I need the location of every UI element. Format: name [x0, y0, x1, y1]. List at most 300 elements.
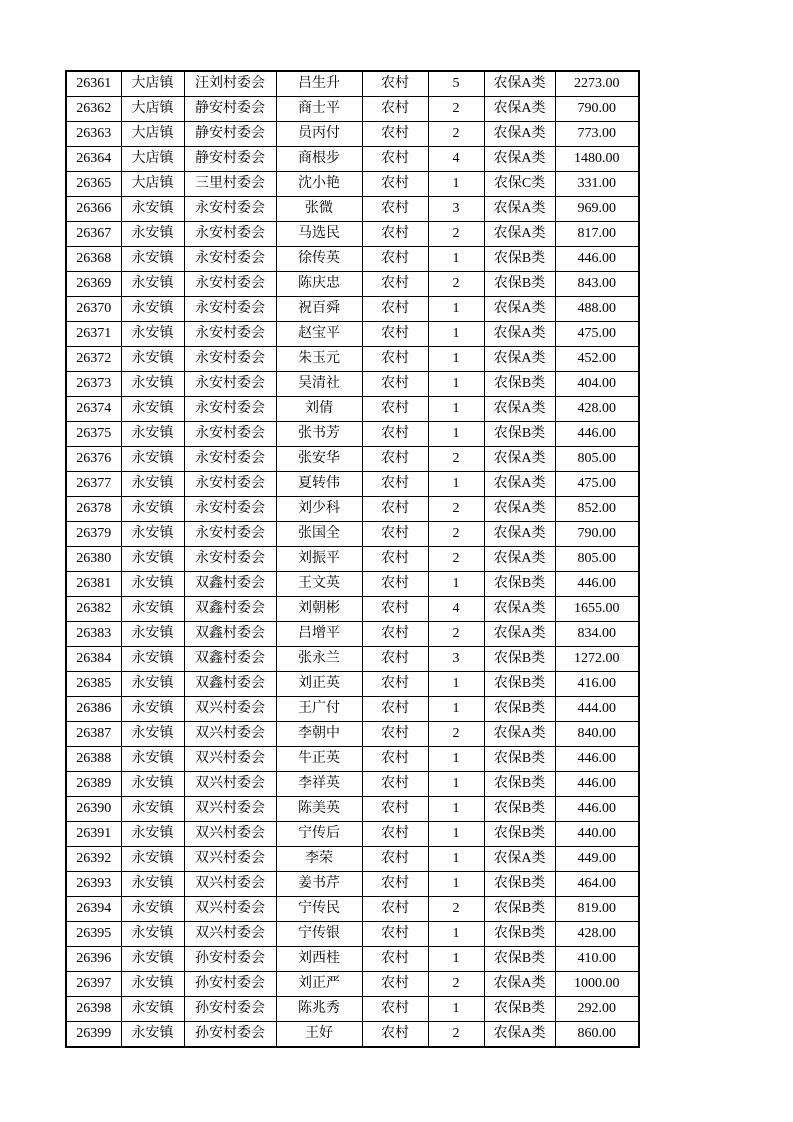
table-row: [66, 1022, 639, 1048]
cell-record-id: 26366: [66, 197, 121, 222]
cell-insurance-category: 农保A类: [484, 397, 555, 422]
cell-amount: 840.00: [555, 722, 639, 747]
cell-village-committee: 静安村委会: [184, 147, 276, 172]
table-row: [66, 947, 639, 972]
table-row: [66, 822, 639, 847]
cell-residence-type: 农村: [362, 71, 428, 97]
cell-village-committee: 汪刘村委会: [184, 71, 276, 97]
cell-amount: 444.00: [555, 697, 639, 722]
table-row: [66, 697, 639, 722]
cell-town: 永安镇: [121, 397, 184, 422]
cell-insurance-category: 农保B类: [484, 697, 555, 722]
cell-person-name: 李朝中: [276, 722, 362, 747]
cell-town: 永安镇: [121, 772, 184, 797]
table-row: [66, 71, 639, 97]
cell-residence-type: 农村: [362, 272, 428, 297]
cell-residence-type: 农村: [362, 772, 428, 797]
cell-insurance-category: 农保B类: [484, 422, 555, 447]
table-row: [66, 647, 639, 672]
cell-record-id: 26378: [66, 497, 121, 522]
table-row: [66, 747, 639, 772]
cell-insurance-category: 农保A类: [484, 547, 555, 572]
cell-town: 永安镇: [121, 322, 184, 347]
cell-person-name: 宁传银: [276, 922, 362, 947]
cell-person-count: 2: [428, 972, 484, 997]
cell-town: 永安镇: [121, 922, 184, 947]
table-row: [66, 347, 639, 372]
cell-insurance-category: 农保A类: [484, 847, 555, 872]
cell-town: 永安镇: [121, 697, 184, 722]
cell-amount: 292.00: [555, 997, 639, 1022]
cell-village-committee: 永安村委会: [184, 397, 276, 422]
cell-amount: 2273.00: [555, 71, 639, 97]
cell-village-committee: 永安村委会: [184, 522, 276, 547]
table-row: [66, 147, 639, 172]
table-row: [66, 622, 639, 647]
cell-town: 永安镇: [121, 797, 184, 822]
cell-residence-type: 农村: [362, 397, 428, 422]
cell-amount: 843.00: [555, 272, 639, 297]
cell-person-count: 1: [428, 997, 484, 1022]
cell-record-id: 26388: [66, 747, 121, 772]
cell-residence-type: 农村: [362, 97, 428, 122]
cell-amount: 449.00: [555, 847, 639, 872]
cell-town: 永安镇: [121, 997, 184, 1022]
cell-person-count: 4: [428, 597, 484, 622]
cell-person-count: 2: [428, 497, 484, 522]
cell-amount: 817.00: [555, 222, 639, 247]
cell-residence-type: 农村: [362, 947, 428, 972]
table-row: [66, 897, 639, 922]
cell-residence-type: 农村: [362, 847, 428, 872]
cell-town: 永安镇: [121, 572, 184, 597]
cell-insurance-category: 农保A类: [484, 472, 555, 497]
cell-village-committee: 双鑫村委会: [184, 647, 276, 672]
cell-record-id: 26385: [66, 672, 121, 697]
table-row: [66, 97, 639, 122]
cell-residence-type: 农村: [362, 572, 428, 597]
cell-person-count: 1: [428, 747, 484, 772]
table-row: [66, 372, 639, 397]
cell-record-id: 26396: [66, 947, 121, 972]
cell-amount: 331.00: [555, 172, 639, 197]
cell-person-name: 朱玉元: [276, 347, 362, 372]
cell-person-name: 张书芳: [276, 422, 362, 447]
cell-person-count: 2: [428, 447, 484, 472]
cell-person-name: 吴清社: [276, 372, 362, 397]
cell-amount: 446.00: [555, 747, 639, 772]
cell-town: 永安镇: [121, 947, 184, 972]
cell-record-id: 26368: [66, 247, 121, 272]
cell-village-committee: 双兴村委会: [184, 797, 276, 822]
table-row: [66, 322, 639, 347]
cell-insurance-category: 农保B类: [484, 997, 555, 1022]
cell-village-committee: 双兴村委会: [184, 897, 276, 922]
cell-record-id: 26389: [66, 772, 121, 797]
cell-record-id: 26392: [66, 847, 121, 872]
table-row: [66, 522, 639, 547]
cell-amount: 428.00: [555, 922, 639, 947]
cell-residence-type: 农村: [362, 972, 428, 997]
cell-amount: 1655.00: [555, 597, 639, 622]
cell-person-count: 1: [428, 472, 484, 497]
cell-insurance-category: 农保A类: [484, 347, 555, 372]
cell-residence-type: 农村: [362, 797, 428, 822]
cell-village-committee: 永安村委会: [184, 322, 276, 347]
cell-record-id: 26377: [66, 472, 121, 497]
cell-person-name: 陈庆忠: [276, 272, 362, 297]
cell-insurance-category: 农保A类: [484, 447, 555, 472]
table-row: [66, 922, 639, 947]
cell-village-committee: 孙安村委会: [184, 1022, 276, 1048]
cell-town: 永安镇: [121, 347, 184, 372]
cell-record-id: 26398: [66, 997, 121, 1022]
cell-person-name: 吕增平: [276, 622, 362, 647]
cell-person-count: 1: [428, 822, 484, 847]
cell-record-id: 26391: [66, 822, 121, 847]
cell-person-count: 2: [428, 897, 484, 922]
cell-record-id: 26371: [66, 322, 121, 347]
cell-insurance-category: 农保B类: [484, 822, 555, 847]
cell-record-id: 26361: [66, 71, 121, 97]
table-row: [66, 672, 639, 697]
cell-residence-type: 农村: [362, 647, 428, 672]
table-row: [66, 797, 639, 822]
cell-person-count: 1: [428, 347, 484, 372]
cell-town: 大店镇: [121, 122, 184, 147]
cell-person-name: 张国全: [276, 522, 362, 547]
cell-town: 大店镇: [121, 172, 184, 197]
cell-village-committee: 静安村委会: [184, 97, 276, 122]
cell-amount: 969.00: [555, 197, 639, 222]
cell-village-committee: 永安村委会: [184, 422, 276, 447]
cell-amount: 1272.00: [555, 647, 639, 672]
cell-person-name: 员丙付: [276, 122, 362, 147]
cell-village-committee: 双兴村委会: [184, 822, 276, 847]
table-row: [66, 422, 639, 447]
cell-record-id: 26362: [66, 97, 121, 122]
cell-village-committee: 永安村委会: [184, 222, 276, 247]
cell-insurance-category: 农保B类: [484, 672, 555, 697]
cell-insurance-category: 农保B类: [484, 247, 555, 272]
table-row: [66, 847, 639, 872]
cell-person-count: 1: [428, 572, 484, 597]
cell-town: 永安镇: [121, 872, 184, 897]
cell-record-id: 26397: [66, 972, 121, 997]
cell-town: 大店镇: [121, 97, 184, 122]
cell-person-name: 张安华: [276, 447, 362, 472]
cell-record-id: 26382: [66, 597, 121, 622]
cell-person-name: 王文英: [276, 572, 362, 597]
table-row: [66, 872, 639, 897]
cell-record-id: 26369: [66, 272, 121, 297]
table-row: [66, 297, 639, 322]
cell-amount: 805.00: [555, 547, 639, 572]
cell-amount: 446.00: [555, 797, 639, 822]
cell-village-committee: 双兴村委会: [184, 847, 276, 872]
cell-town: 永安镇: [121, 622, 184, 647]
cell-person-name: 夏转伟: [276, 472, 362, 497]
cell-residence-type: 农村: [362, 447, 428, 472]
cell-town: 大店镇: [121, 147, 184, 172]
cell-person-name: 商根步: [276, 147, 362, 172]
cell-record-id: 26393: [66, 872, 121, 897]
cell-residence-type: 农村: [362, 597, 428, 622]
cell-person-name: 张微: [276, 197, 362, 222]
cell-amount: 819.00: [555, 897, 639, 922]
table-row: [66, 172, 639, 197]
cell-village-committee: 双兴村委会: [184, 922, 276, 947]
cell-person-count: 1: [428, 372, 484, 397]
cell-person-count: 2: [428, 1022, 484, 1048]
cell-person-count: 1: [428, 672, 484, 697]
cell-person-name: 牛正英: [276, 747, 362, 772]
cell-person-count: 2: [428, 547, 484, 572]
cell-amount: 428.00: [555, 397, 639, 422]
cell-town: 永安镇: [121, 847, 184, 872]
cell-village-committee: 永安村委会: [184, 372, 276, 397]
cell-person-count: 1: [428, 947, 484, 972]
cell-insurance-category: 农保B类: [484, 772, 555, 797]
cell-amount: 488.00: [555, 297, 639, 322]
cell-record-id: 26383: [66, 622, 121, 647]
cell-insurance-category: 农保A类: [484, 722, 555, 747]
cell-person-count: 1: [428, 322, 484, 347]
cell-person-name: 宁传民: [276, 897, 362, 922]
cell-person-count: 1: [428, 397, 484, 422]
cell-person-count: 1: [428, 797, 484, 822]
cell-village-committee: 永安村委会: [184, 247, 276, 272]
cell-insurance-category: 农保B类: [484, 947, 555, 972]
cell-record-id: 26379: [66, 522, 121, 547]
cell-village-committee: 永安村委会: [184, 497, 276, 522]
cell-record-id: 26364: [66, 147, 121, 172]
cell-person-name: 商士平: [276, 97, 362, 122]
cell-person-count: 5: [428, 71, 484, 97]
cell-village-committee: 双兴村委会: [184, 722, 276, 747]
cell-residence-type: 农村: [362, 222, 428, 247]
cell-residence-type: 农村: [362, 147, 428, 172]
cell-person-count: 2: [428, 272, 484, 297]
cell-person-count: 2: [428, 622, 484, 647]
cell-residence-type: 农村: [362, 522, 428, 547]
cell-record-id: 26372: [66, 347, 121, 372]
cell-record-id: 26380: [66, 547, 121, 572]
cell-insurance-category: 农保A类: [484, 147, 555, 172]
cell-residence-type: 农村: [362, 422, 428, 447]
cell-village-committee: 永安村委会: [184, 272, 276, 297]
cell-town: 永安镇: [121, 297, 184, 322]
cell-person-name: 陈美英: [276, 797, 362, 822]
cell-person-count: 1: [428, 872, 484, 897]
cell-residence-type: 农村: [362, 697, 428, 722]
cell-town: 大店镇: [121, 71, 184, 97]
cell-residence-type: 农村: [362, 997, 428, 1022]
cell-person-name: 刘正英: [276, 672, 362, 697]
cell-person-count: 1: [428, 297, 484, 322]
cell-person-name: 祝百舜: [276, 297, 362, 322]
cell-town: 永安镇: [121, 272, 184, 297]
cell-village-committee: 永安村委会: [184, 547, 276, 572]
cell-amount: 404.00: [555, 372, 639, 397]
cell-residence-type: 农村: [362, 822, 428, 847]
cell-insurance-category: 农保A类: [484, 122, 555, 147]
cell-residence-type: 农村: [362, 497, 428, 522]
cell-village-committee: 双兴村委会: [184, 772, 276, 797]
cell-village-committee: 双鑫村委会: [184, 672, 276, 697]
cell-residence-type: 农村: [362, 747, 428, 772]
cell-town: 永安镇: [121, 897, 184, 922]
cell-amount: 446.00: [555, 422, 639, 447]
cell-insurance-category: 农保B类: [484, 647, 555, 672]
cell-village-committee: 永安村委会: [184, 197, 276, 222]
cell-record-id: 26394: [66, 897, 121, 922]
cell-town: 永安镇: [121, 597, 184, 622]
table-row: [66, 997, 639, 1022]
cell-village-committee: 双兴村委会: [184, 872, 276, 897]
cell-residence-type: 农村: [362, 622, 428, 647]
cell-insurance-category: 农保A类: [484, 71, 555, 97]
cell-insurance-category: 农保A类: [484, 597, 555, 622]
cell-residence-type: 农村: [362, 722, 428, 747]
cell-insurance-category: 农保A类: [484, 97, 555, 122]
cell-insurance-category: 农保B类: [484, 272, 555, 297]
cell-record-id: 26381: [66, 572, 121, 597]
cell-village-committee: 静安村委会: [184, 122, 276, 147]
cell-person-name: 李荣: [276, 847, 362, 872]
cell-record-id: 26387: [66, 722, 121, 747]
cell-insurance-category: 农保C类: [484, 172, 555, 197]
cell-person-count: 3: [428, 197, 484, 222]
cell-amount: 790.00: [555, 97, 639, 122]
cell-residence-type: 农村: [362, 172, 428, 197]
cell-amount: 410.00: [555, 947, 639, 972]
cell-record-id: 26370: [66, 297, 121, 322]
cell-amount: 416.00: [555, 672, 639, 697]
cell-amount: 475.00: [555, 472, 639, 497]
cell-residence-type: 农村: [362, 347, 428, 372]
cell-residence-type: 农村: [362, 322, 428, 347]
cell-record-id: 26367: [66, 222, 121, 247]
cell-insurance-category: 农保B类: [484, 897, 555, 922]
cell-village-committee: 双鑫村委会: [184, 597, 276, 622]
cell-person-name: 陈兆秀: [276, 997, 362, 1022]
cell-amount: 790.00: [555, 522, 639, 547]
cell-insurance-category: 农保A类: [484, 497, 555, 522]
cell-insurance-category: 农保A类: [484, 972, 555, 997]
table-row: [66, 222, 639, 247]
table-row: [66, 247, 639, 272]
cell-insurance-category: 农保B类: [484, 922, 555, 947]
table-row: [66, 772, 639, 797]
cell-residence-type: 农村: [362, 1022, 428, 1048]
cell-person-count: 1: [428, 922, 484, 947]
cell-residence-type: 农村: [362, 672, 428, 697]
cell-town: 永安镇: [121, 647, 184, 672]
cell-amount: 475.00: [555, 322, 639, 347]
cell-village-committee: 孙安村委会: [184, 972, 276, 997]
cell-person-count: 3: [428, 647, 484, 672]
cell-person-name: 刘倩: [276, 397, 362, 422]
cell-village-committee: 永安村委会: [184, 347, 276, 372]
cell-amount: 446.00: [555, 772, 639, 797]
table-row: [66, 122, 639, 147]
cell-amount: 852.00: [555, 497, 639, 522]
table-row: [66, 472, 639, 497]
cell-person-count: 1: [428, 422, 484, 447]
cell-town: 永安镇: [121, 372, 184, 397]
cell-residence-type: 农村: [362, 122, 428, 147]
cell-person-name: 沈小艳: [276, 172, 362, 197]
cell-person-name: 刘正严: [276, 972, 362, 997]
cell-person-name: 宁传后: [276, 822, 362, 847]
cell-residence-type: 农村: [362, 472, 428, 497]
cell-village-committee: 双兴村委会: [184, 697, 276, 722]
cell-amount: 860.00: [555, 1022, 639, 1048]
cell-person-count: 2: [428, 222, 484, 247]
cell-village-committee: 永安村委会: [184, 297, 276, 322]
cell-amount: 834.00: [555, 622, 639, 647]
cell-amount: 446.00: [555, 247, 639, 272]
cell-amount: 464.00: [555, 872, 639, 897]
cell-person-count: 1: [428, 247, 484, 272]
cell-amount: 1480.00: [555, 147, 639, 172]
cell-record-id: 26386: [66, 697, 121, 722]
cell-person-name: 姜书芹: [276, 872, 362, 897]
insurance-records-table: [65, 70, 640, 1048]
cell-record-id: 26390: [66, 797, 121, 822]
cell-insurance-category: 农保A类: [484, 322, 555, 347]
cell-person-name: 赵宝平: [276, 322, 362, 347]
cell-insurance-category: 农保A类: [484, 522, 555, 547]
cell-person-count: 2: [428, 97, 484, 122]
cell-town: 永安镇: [121, 822, 184, 847]
cell-amount: 452.00: [555, 347, 639, 372]
cell-town: 永安镇: [121, 247, 184, 272]
cell-person-count: 2: [428, 722, 484, 747]
cell-record-id: 26384: [66, 647, 121, 672]
table-row: [66, 447, 639, 472]
cell-person-count: 2: [428, 522, 484, 547]
cell-record-id: 26399: [66, 1022, 121, 1048]
table-row: [66, 497, 639, 522]
cell-insurance-category: 农保B类: [484, 747, 555, 772]
cell-town: 永安镇: [121, 497, 184, 522]
cell-residence-type: 农村: [362, 872, 428, 897]
cell-insurance-category: 农保A类: [484, 622, 555, 647]
cell-insurance-category: 农保B类: [484, 572, 555, 597]
cell-town: 永安镇: [121, 197, 184, 222]
cell-residence-type: 农村: [362, 297, 428, 322]
cell-town: 永安镇: [121, 422, 184, 447]
cell-person-name: 张永兰: [276, 647, 362, 672]
cell-amount: 1000.00: [555, 972, 639, 997]
cell-residence-type: 农村: [362, 197, 428, 222]
cell-amount: 446.00: [555, 572, 639, 597]
cell-village-committee: 孙安村委会: [184, 997, 276, 1022]
table-row: [66, 547, 639, 572]
cell-insurance-category: 农保B类: [484, 872, 555, 897]
cell-person-name: 王广付: [276, 697, 362, 722]
cell-person-name: 王好: [276, 1022, 362, 1048]
cell-town: 永安镇: [121, 472, 184, 497]
cell-person-name: 吕生升: [276, 71, 362, 97]
cell-insurance-category: 农保A类: [484, 297, 555, 322]
cell-record-id: 26373: [66, 372, 121, 397]
cell-village-committee: 孙安村委会: [184, 947, 276, 972]
cell-amount: 773.00: [555, 122, 639, 147]
cell-person-count: 1: [428, 172, 484, 197]
